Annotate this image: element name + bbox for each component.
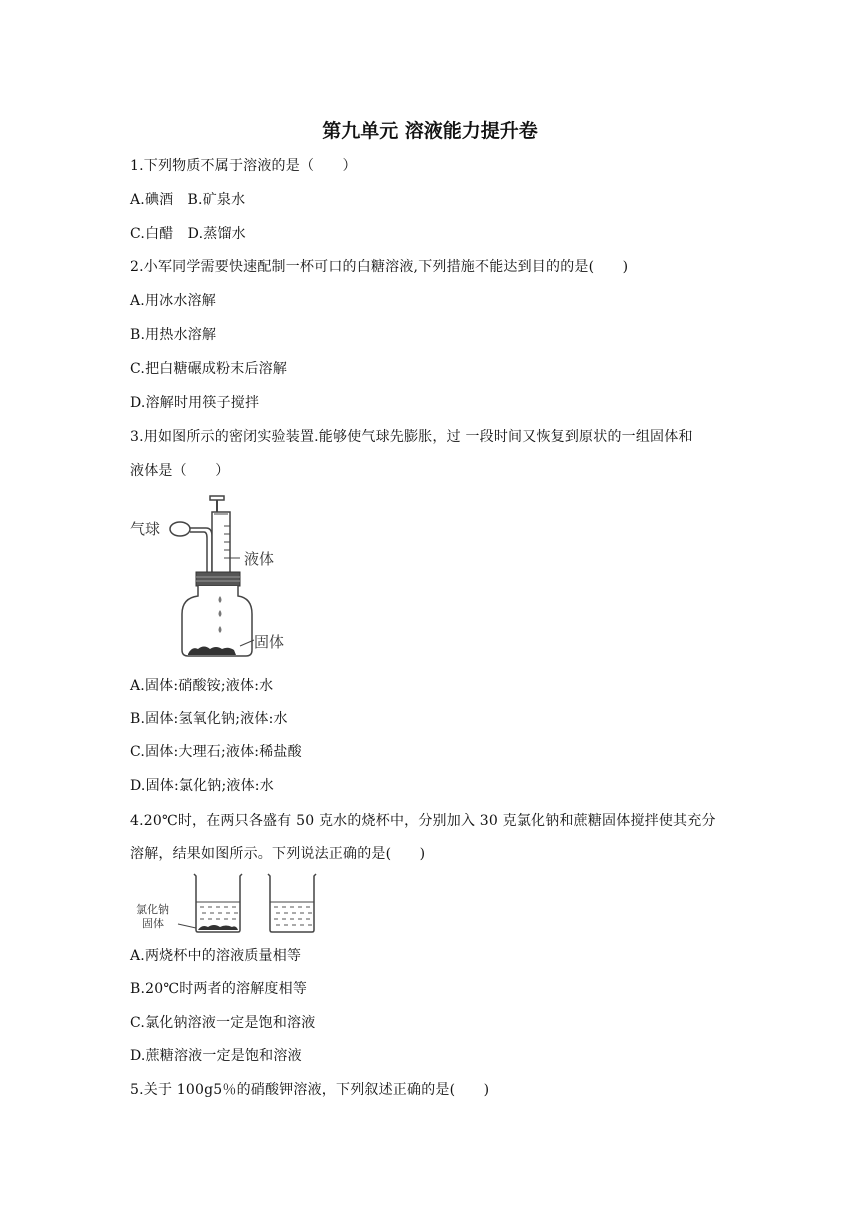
question-1-option-ab: A.碘酒 B.矿泉水 <box>130 192 246 208</box>
question-3-stem-line-2: 液体是（ ） <box>130 463 230 479</box>
nacl-label-line-1: 氯化钠 <box>136 903 169 916</box>
question-2-option-b: B.用热水溶解 <box>130 327 217 343</box>
stopper <box>196 572 240 586</box>
page-title: 第九单元 溶液能力提升卷 <box>322 120 538 142</box>
question-3-option-c: C.固体:大理石;液体:稀盐酸 <box>130 744 302 760</box>
question-3-stem-line-1: 3.用如图所示的密闭实验装置.能够使气球先膨胀，过 一段时间又恢复到原状的一组固体和 <box>130 429 693 445</box>
question-1-option-cd: C.白醋 D.蒸馏水 <box>130 226 246 242</box>
question-2-option-a: A.用冰水溶解 <box>130 293 216 309</box>
question-3-option-d: D.固体:氯化钠;液体:水 <box>130 778 274 794</box>
nacl-label-line-2: 固体 <box>142 917 164 930</box>
beaker-sucrose <box>268 874 316 932</box>
balloon-icon <box>170 522 190 536</box>
liquid-label: 液体 <box>244 550 275 568</box>
question-4-stem-line-2: 溶解，结果如图所示。下列说法正确的是( ) <box>130 846 426 862</box>
question-3-option-b: B.固体:氢氧化钠;液体:水 <box>130 711 288 727</box>
question-2-option-d: D.溶解时用筷子搅拌 <box>130 395 260 411</box>
question-4-option-c: C.氯化钠溶液一定是饱和溶液 <box>130 1015 316 1031</box>
question-4-option-b: B.20℃时两者的溶解度相等 <box>130 981 308 997</box>
question-2-stem: 2.小军同学需要快速配制一杯可口的白糖溶液,下列措施不能达到目的的是( ) <box>130 259 629 275</box>
beakers-figure <box>128 870 328 938</box>
question-4-option-a: A.两烧杯中的溶液质量相等 <box>130 948 302 964</box>
question-5-stem: 5.关于 100g5％的硝酸钾溶液，下列叙述正确的是( ) <box>130 1082 490 1098</box>
question-4-stem-line-1: 4.20℃时，在两只各盛有 50 克水的烧杯中，分别加入 30 克氯化钠和蔗糖固体搅拌使其充分 <box>130 813 716 829</box>
question-2-option-c: C.把白糖碾成粉末后溶解 <box>130 361 288 377</box>
question-1-stem: 1.下列物质不属于溶液的是（ ） <box>130 158 357 174</box>
balloon-label: 气球 <box>130 520 161 538</box>
solid-label: 固体 <box>254 633 285 651</box>
beaker-nacl <box>194 874 242 932</box>
apparatus-figure <box>128 492 300 662</box>
question-4-option-d: D.蔗糖溶液一定是饱和溶液 <box>130 1048 302 1064</box>
question-3-option-a: A.固体:硝酸铵;液体:水 <box>130 678 274 694</box>
